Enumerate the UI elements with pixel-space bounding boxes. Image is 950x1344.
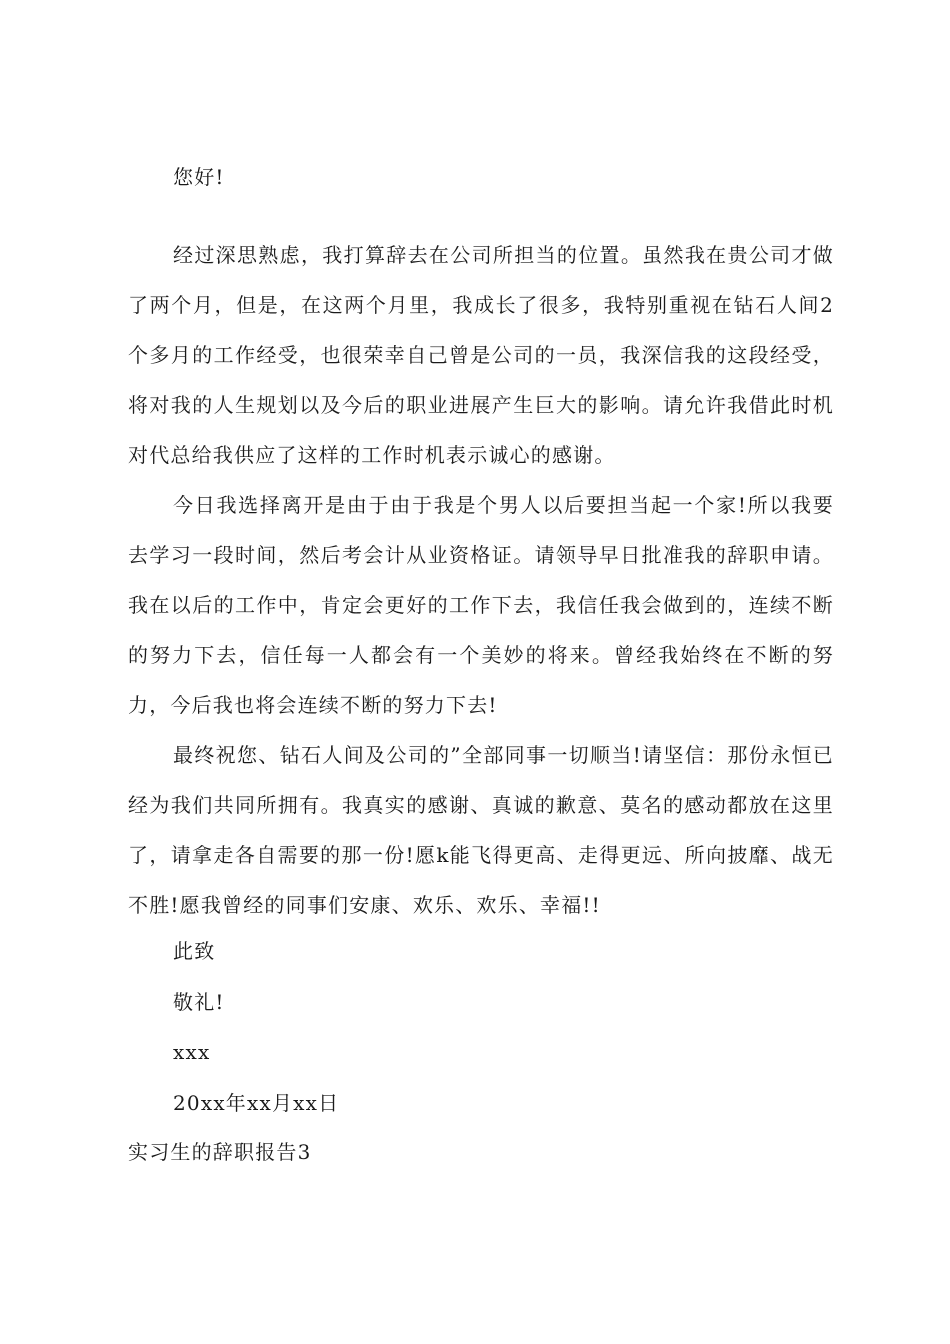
paragraph-2: 今日我选择离开是由于由于我是个男人以后要担当起一个家!所以我要去学习一段时间，然后考会计从业资格证。请领导早日批准我的辞职申请。我在以后的工作中，肯定会更好的工作下去，我信任我会做到的，连续不断的努力下去，信任每一人都会有一个美妙的将来。曾经我始终在不断的努力，今后我也将会连续不断的努力下去! [128,493,834,717]
paragraph-1: 经过深思熟虑，我打算辞去在公司所担当的位置。虽然我在贵公司才做了两个月，但是，在这两个月里，我成长了很多，我特别重视在钻石人间2个多月的工作经受，也很荣幸自己曾是公司的一员，我深信我的这段经受，将对我的人生规划以及今后的职业进展产生巨大的影响。请允许我借此时机对代总给我供应了这样的工作时机表示诚心的感谢。 [128,243,834,467]
greeting: 您好! [173,165,225,189]
closing-line-1: 此致 [173,939,216,963]
signature: xxx [173,1040,211,1064]
closing-line-2: 敬礼! [173,990,225,1014]
section-title: 实习生的辞职报告3 [128,1140,312,1164]
date: 20xx年xx月xx日 [173,1091,340,1115]
paragraph-3: 最终祝您、钻石人间及公司的”全部同事一切顺当!请坚信：那份永恒已经为我们共同所拥有。我真实的感谢、真诚的歉意、莫名的感动都放在这里了，请拿走各自需要的那一份!愿k能飞得更高、走得更远、所向披靡、战无不胜!愿我曾经的同事们安康、欢乐、欢乐、幸福!! [128,743,834,917]
